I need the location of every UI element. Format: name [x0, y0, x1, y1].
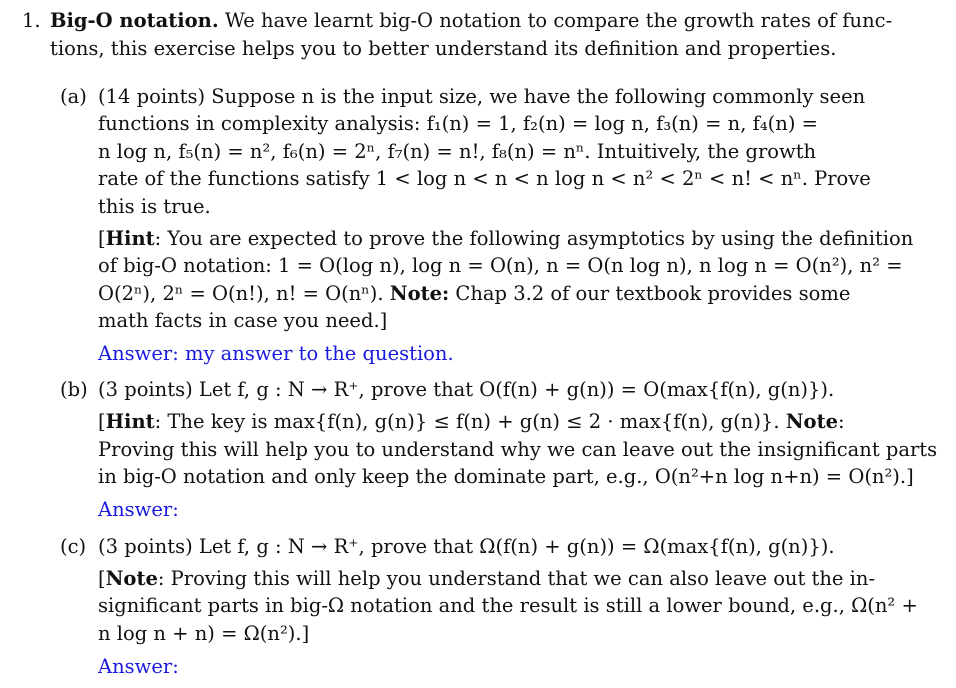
part-c-answer: Answer: [98, 655, 179, 678]
part-a-answer: Answer: my answer to the question. [98, 342, 454, 365]
part-b-label: (b) [60, 378, 88, 401]
part-c-line: n log n + n) = Ω(n²).] [98, 622, 310, 645]
part-a-line: rate of the functions satisfy 1 < log n < n < n log n < n² < 2ⁿ < n! < nⁿ. Prove [98, 167, 871, 190]
part-a-hint-line [98, 281, 850, 307]
part-b-hint-line: [Hint: The key is max{f(n), g(n)} ≤ f(n) + g(n) ≤ 2 · max{f(n), g(n)}. Note: [98, 410, 845, 433]
problem-heading-line [50, 8, 892, 34]
hint-text: : You are expected to prove the following asymptotics by using the definition [154, 227, 914, 250]
note-text: : Proving this will help you understand that we can also leave out the in- [157, 567, 876, 590]
part-a-line: functions in complexity analysis: f₁(n) = 1, f₂(n) = log n, f₃(n) = n, f₄(n) = [98, 112, 818, 135]
part-a-line: this is true. [98, 195, 211, 218]
part-a-label: (a) [60, 85, 87, 108]
problem-intro-line2: tions, this exercise helps you to better understand its definition and properties. [50, 37, 837, 60]
hint-text: Chap 3.2 of our textbook provides some [449, 282, 851, 305]
hint-label: Hint [105, 410, 155, 433]
part-b-line: Proving this will help you to understand why we can leave out the insignificant parts [98, 438, 938, 461]
part-c-label: (c) [60, 535, 87, 558]
part-b-line: (3 points) Let f, g : N → R⁺, prove that O(f(n) + g(n)) = O(max{f(n), g(n)}). [98, 378, 835, 401]
problem-number: 1. [22, 9, 41, 32]
part-c-line: (3 points) Let f, g : N → R⁺, prove that Ω(f(n) + g(n)) = Ω(max{f(n), g(n)}). [98, 535, 835, 558]
note-label: Note [105, 567, 158, 590]
problem-title: Big-O notation. [50, 9, 219, 32]
part-c-line: significant parts in big-Ω notation and the result is still a lower bound, e.g., Ω(n² + [98, 594, 918, 617]
hint-label: Hint [105, 227, 155, 250]
hint-text: : The key is max{f(n), g(n)} ≤ f(n) + g(n) ≤ 2 · max{f(n), g(n)}. [154, 410, 786, 433]
part-a-line: (14 points) Suppose n is the input size, we have the following commonly seen [98, 85, 866, 108]
part-a-hint-line: math facts in case you need.] [98, 309, 388, 332]
part-a-hint-line: of big-O notation: 1 = O(log n), log n = O(n), n = O(n log n), n log n = O(n²), n² = [98, 254, 903, 277]
part-a-hint-line: [Hint: You are expected to prove the following asymptotics by using the definition [98, 227, 914, 250]
note-colon: : [837, 410, 845, 433]
part-c-note-line: [Note: Proving this will help you understand that we can also leave out the in- [98, 567, 876, 590]
note-label: Note [785, 410, 838, 433]
note-label: Note: [389, 282, 450, 305]
hint-text: O(2ⁿ), 2ⁿ = O(n!), n! = O(nⁿ). [98, 282, 390, 305]
part-b-answer: Answer: [98, 498, 179, 521]
part-a-line: n log n, f₅(n) = n², f₆(n) = 2ⁿ, f₇(n) = n!, f₈(n) = nⁿ. Intuitively, the growth [98, 140, 817, 163]
part-b-line: in big-O notation and only keep the dominate part, e.g., O(n²+n log n+n) = O(n²).] [98, 465, 914, 488]
problem-intro-line1: We have learnt big-O notation to compare the growth rates of func- [224, 9, 893, 32]
